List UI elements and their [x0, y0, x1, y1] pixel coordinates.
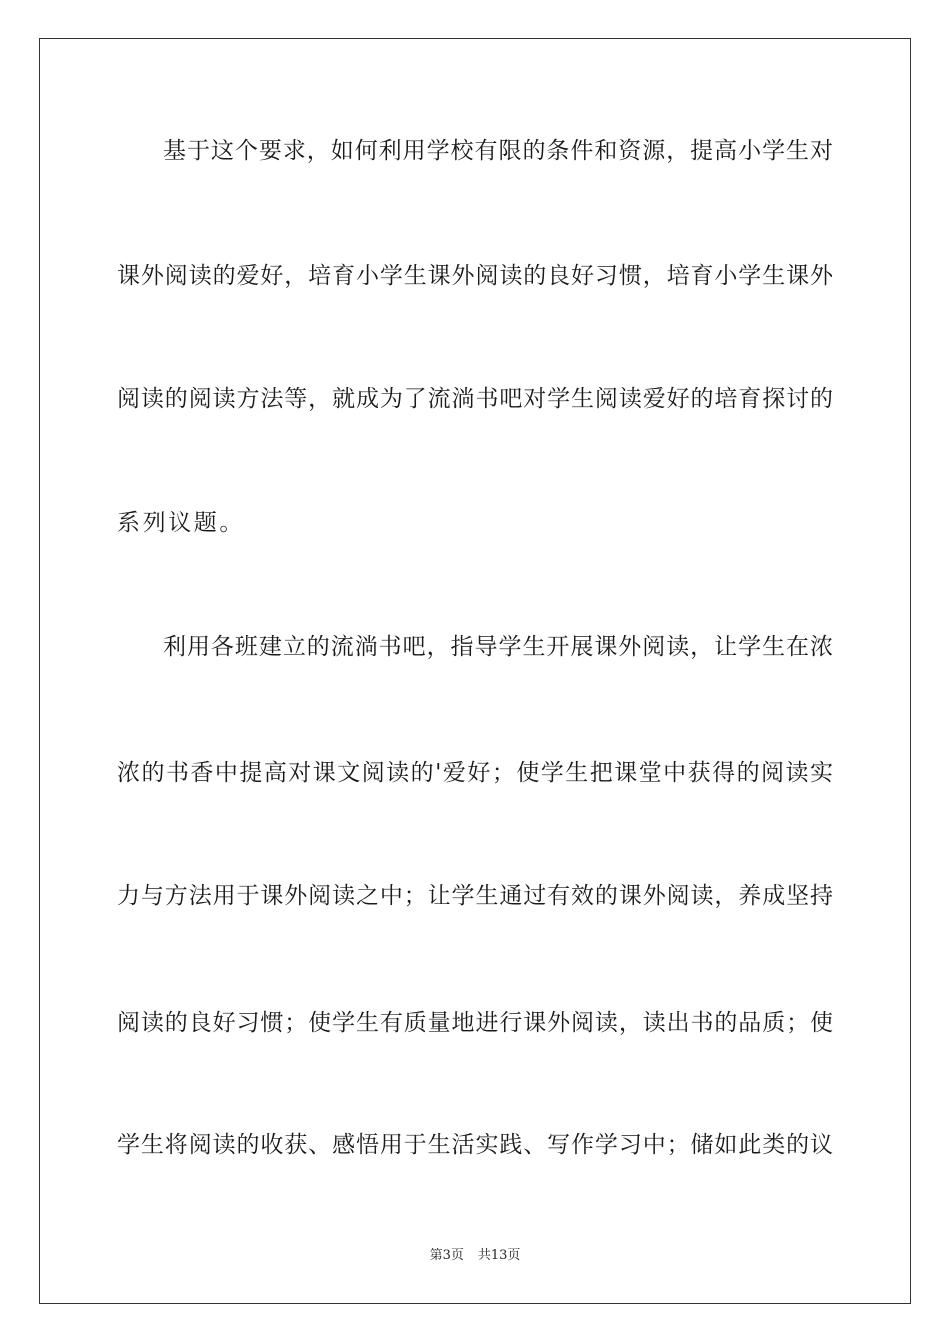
paragraph-2-line-2: 浓的书香中提高对课文阅读的'爱好；使学生把课堂中获得的阅读实	[117, 760, 833, 786]
paragraph-1-line-4: 系列议题。	[117, 510, 245, 536]
paragraph-1-line-3: 阅读的阅读方法等，就成为了流淌书吧对学生阅读爱好的培育探讨的	[117, 386, 833, 412]
page-footer	[0, 1248, 950, 1264]
paragraph-1-line-2: 课外阅读的爱好，培育小学生课外阅读的良好习惯，培育小学生课外	[117, 263, 833, 289]
paragraph-1-line-1: 基于这个要求，如何利用学校有限的条件和资源，提高小学生对	[163, 138, 833, 164]
paragraph-2-line-3: 力与方法用于课外阅读之中；让学生通过有效的课外阅读，养成坚持	[117, 883, 833, 909]
page-total: 共13页	[477, 1248, 521, 1263]
paragraph-2-line-1: 利用各班建立的流淌书吧，指导学生开展课外阅读，让学生在浓	[163, 634, 833, 660]
page-number: 第3页	[429, 1248, 464, 1263]
paragraph-2-line-5: 学生将阅读的收获、感悟用于生活实践、写作学习中；储如此类的议	[117, 1132, 833, 1158]
paragraph-2-line-4: 阅读的良好习惯；使学生有质量地进行课外阅读，读出书的品质；使	[117, 1010, 833, 1036]
page-border	[39, 38, 911, 1304]
